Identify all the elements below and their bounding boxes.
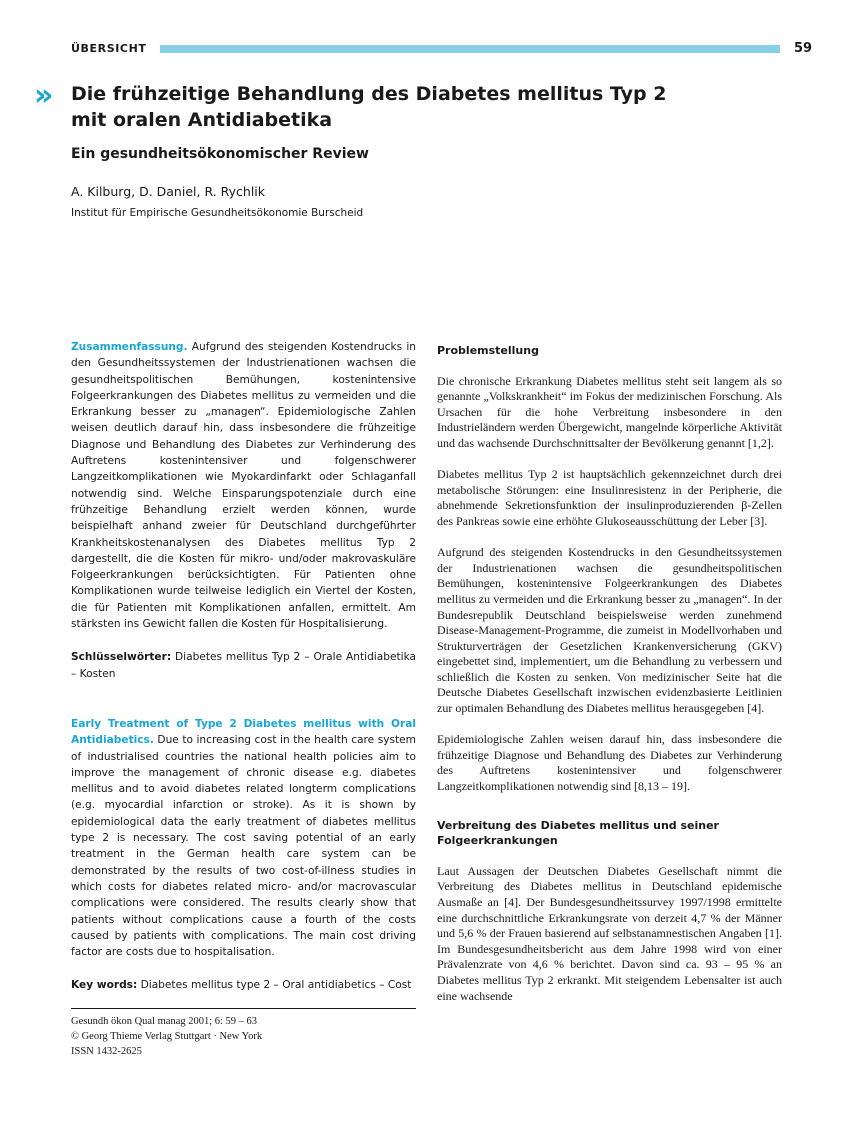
header-bar: [160, 45, 780, 53]
issn-line: ISSN 1432-2625: [71, 1046, 142, 1057]
body-column: [437, 343, 782, 1020]
abstract-column: [71, 339, 416, 994]
body-paragraph-2: Diabetes mellitus Typ 2 ist hauptsächlich gekennzeichnet durch drei metabolische Störungen: eine Insulinresistenz in der Peripherie, die abnehmende Sekretionsfunktion der insulinproduzierenden β-Zellen des Pankreas sowie eine erhöhte Glukoseausschüttung der Leber [3].: [437, 467, 782, 528]
article-title: [71, 81, 771, 133]
keywords-german-text: Diabetes mellitus Typ 2 – Orale Antidiabetika – Kosten: [71, 651, 417, 680]
citation-footer: [71, 1014, 262, 1059]
authors: A. Kilburg, D. Daniel, R. Rychlik: [71, 184, 266, 199]
title-marker-icon: »: [34, 78, 51, 113]
body-paragraph-5: Laut Aussagen der Deutschen Diabetes Gesellschaft nimmt die Verbreitung des Diabetes mellitus in Deutschland epidemische Ausmaße an [4]. Der Bundesgesundheitssurvey 1997/1998 ermittelte eine durchschnittliche Erkrankungsrate von derzeit 4,7 % der Männer und 5,6 % der Frauen basierend auf selbstanamnestischen Angaben [1]. Im Bundesgesundheitsbericht aus dem Jahre 1998 wird von einer Prävalenzrate von 4,6 % berichtet. Davon sind ca. 93 – 95 % an Diabetes mellitus Typ 2 erkrankt. Mit steigendem Lebensalter ist auch eine wachsende: [437, 863, 782, 1003]
abstract-german-text: Aufgrund des steigenden Kostendrucks in den Gesundheitssystemen der Industrienationen wachsen die gesundheitspolitischen Bemühungen, kostenintensive Folgeerkrankungen des Diabetes mellitus zu vermeiden und die Erkrankung besser zu „managen“. Epidemiologische Zahlen weisen deutlich darauf hin, dass insbesondere die frühzeitige Diagnose und Behandlung des Diabetes zur Verhinderung des Auftretens kostenintensiver und folgenschwerer Langzeitkomplikationen wie Myokardinfarkt oder Schlaganfall notwendig sind. Welche Einsparungspotenziale durch eine frühzeitige Behandlung erzielt werden können, wurde beispielhaft anhand zweier für Deutschland durchgeführter Krankheitskostenanalysen des Diabetes mellitus Typ 2 dargestellt, die die Kosten für mikro- und/oder makrovaskuläre Folgeerkrankungen berücksichtigten. Für Patienten ohne Komplikationen wurde teilweise lediglich ein Viertel der Kosten, die für Patienten mit Komplikationen anfallen, ermittelt. Am stärksten ins Gewicht fallen die Kosten für Hospitalisierung.: [71, 341, 416, 631]
affiliation: Institut für Empirische Gesundheitsökonomie Burscheid: [71, 207, 364, 219]
page-number: 59: [794, 41, 813, 56]
keywords-german-label: Schlüsselwörter:: [71, 651, 172, 664]
abstract-english: [71, 716, 416, 960]
body-paragraph-3: Aufgrund des steigenden Kostendrucks in den Gesundheitssystemen der Industrienationen wachsen die gesundheitspolitischen Bemühungen, kostenintensive Folgeerkrankungen des Diabetes mellitus zu vermeiden und die Erkrankung besser zu „managen“. In der Bundesrepublik Deutschland beispielsweise werden zunehmend Disease-Management-Programme, die zumeist in Modellvorhaben und Strukturverträgen der Gesetzlichen Krankenversicherung (GKV) eingebettet sind, implementiert, um die Behandlung zu verbessern und schließlich die Kosten zu senken. Von medizinischer Seite hat die Deutsche Diabetes Gesellschaft inzwischen evidenzbasierte Leitlinien zur optimalen Behandlung des Diabetes mellitus herausgegeben [4].: [437, 545, 782, 716]
section-heading-verbreitung: Verbreitung des Diabetes mellitus und seiner Folgeerkrankungen: [437, 818, 719, 848]
body-paragraph-4: Epidemiologische Zahlen weisen darauf hin, dass insbesondere die frühzeitige Diagnose und Behandlung des Diabetes zur Verhinderung des Auftretens kostenintensiver und folgenschwerer Langzeitkomplikationen notwendig sind [8,13 – 19].: [437, 732, 782, 794]
journal-citation: Gesundh ökon Qual manag 2001; 6: 59 – 63: [71, 1016, 258, 1027]
abstract-english-text: Due to increasing cost in the health care system of industrialised countries the national health policies aim to improve the management of chronic disease e.g. diabetes mellitus and to avoid diabetes related longterm complications (e.g. myocardial infarction or stroke). As it is shown by epidemiological data the early treatment of diabetes mellitus type 2 is necessary. The cost saving potential of an early treatment in the German health care system can be demonstrated by the results of two cost-of-illness studies in which costs for diabetes related micro- and/or macrovascular complications were considered. The results clearly show that patients without complications cause a fourth of the costs caused by patients with complications. The main cost driving factor are costs due to hospitalisation.: [71, 734, 416, 959]
title-line-1: Die frühzeitige Behandlung des Diabetes mellitus Typ 2: [71, 83, 667, 105]
keywords-english-text: Diabetes mellitus type 2 – Oral antidiabetics – Cost: [140, 979, 412, 992]
keywords-german: [71, 649, 416, 682]
abstract-german-lead: Zusammenfassung.: [71, 341, 188, 353]
abstract-german: [71, 339, 416, 632]
article-subtitle: Ein gesundheitsökonomischer Review: [71, 146, 369, 162]
publisher-line: © Georg Thieme Verlag Stuttgart · New York: [71, 1031, 263, 1042]
body-paragraph-1: Die chronische Erkrankung Diabetes mellitus steht seit langem als so genannte „Volkskrankheit“ im Fokus der medizinischen Forschung. Als Ursachen für die hohe Verbreitung insbesondere in den Industrieländern werden Übergewicht, mangelnde körperliche Aktivität und das wachsende Durchschnittsalter der Bevölkerung genannt [1,2].: [437, 373, 782, 450]
section-label: ÜBERSICHT: [71, 42, 147, 55]
keywords-english: [71, 977, 416, 993]
footer-rule: [71, 1008, 416, 1009]
keywords-english-label: Key words:: [71, 979, 138, 992]
title-line-2: mit oralen Antidiabetika: [71, 109, 333, 131]
abstract-english-lead: Early Treatment of Type 2 Diabetes mellitus with Oral Antidiabetics.: [71, 717, 416, 747]
section-heading-problemstellung: Problemstellung: [437, 344, 539, 357]
